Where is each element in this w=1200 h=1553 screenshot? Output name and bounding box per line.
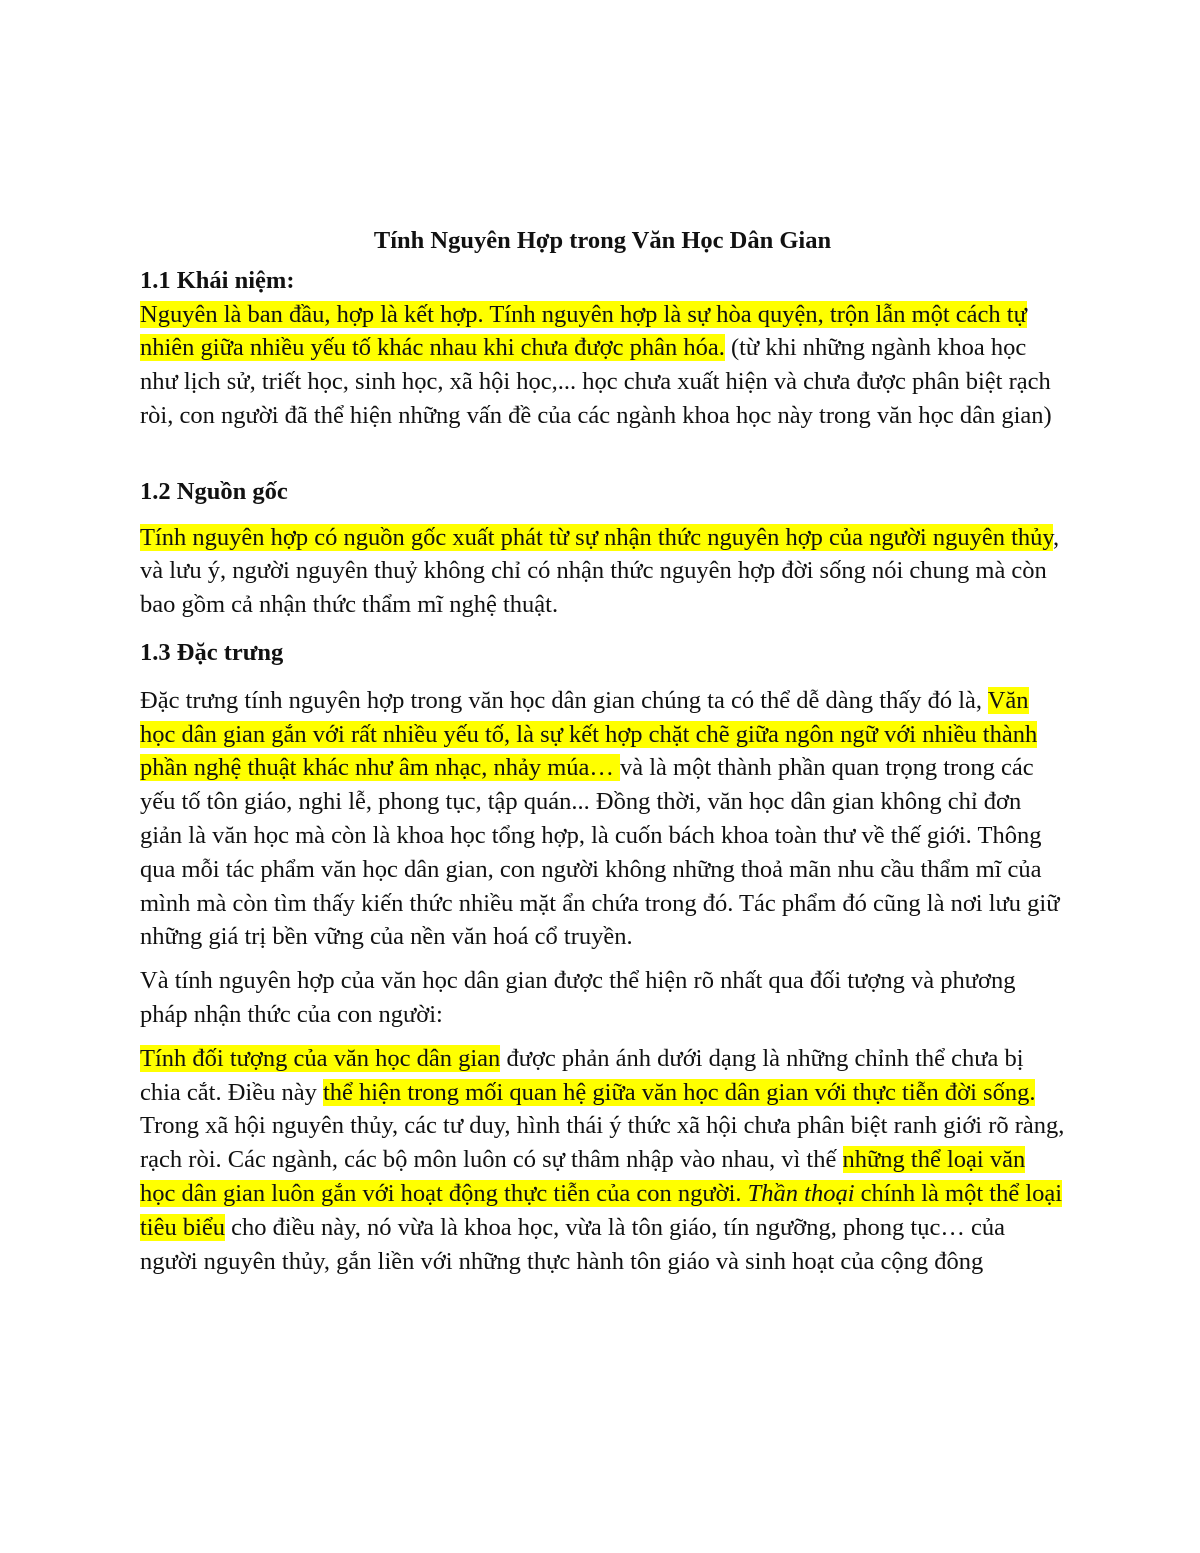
highlighted-text: chính là một thể loại tiêu biểu <box>140 1179 1063 1241</box>
document-title: Tính Nguyên Hợp trong Văn Học Dân Gian <box>373 227 832 254</box>
body-text: và là một thành phần quan trọng trong các yếu tố tôn giáo, nghi lễ, phong tục, tập quán... Đồng thời, văn học dân gian không chỉ đơn giản là văn học mà còn là khoa học tổng hợp, là cuốn bách khoa toàn thư về thế giới. Thông qua mỗi tác phẩm văn học dân gian, con người không những thoả mãn nhu cầu thẩm mĩ của mình mà còn tìm thấy kiến thức nhiều mặt ẩn chứa trong đó. Tác phẩm đó cũng là nơi lưu giữ những giá trị bền vững của nền văn hoá cổ truyền. <box>140 754 1060 951</box>
document-page <box>140 224 1065 1278</box>
highlighted-text: Văn học dân gian gắn với rất nhiều yếu tố, là sự kết hợp chặt chẽ giữa ngôn ngữ với nhiều thành phần nghệ thuật khác như âm nhạc, nhảy múa… <box>140 686 1038 782</box>
highlighted-text: thể hiện trong mối quan hệ giữa văn học dân gian với thực tiễn đời sống. <box>322 1078 1036 1106</box>
highlighted-text: Nguyên là ban đầu, hợp là kết hợp. Tính nguyên hợp là sự hòa quyện, trộn lẫn một cách tự nhiên giữa nhiều yếu tố khác nhau khi chưa được phân hóa. <box>140 300 1027 362</box>
heading-khai-niem: 1.1 Khái niệm: <box>140 266 295 294</box>
highlighted-italic-text: Thần thoại <box>747 1179 855 1207</box>
body-text: Trong xã hội nguyên thủy, các tư duy, hình thái ý thức xã hội chưa phân biệt ranh giới rõ ràng, rạch ròi. Các ngành, các bộ môn luôn có sự thâm nhập vào nhau, vì thế <box>140 1112 1065 1174</box>
highlighted-text: những thể loại văn học dân gian luôn gắn với hoạt động thực tiễn của con người. <box>140 1146 1026 1207</box>
paragraph-dac-trung-3 <box>140 1042 1065 1279</box>
body-text: , và lưu ý, người nguyên thuỷ không chỉ có nhận thức nguyên hợp đời sống nói chung mà còn bao gồm cả nhận thức thẩm mĩ nghệ thuật. <box>140 523 1060 619</box>
body-text: (từ khi những ngành khoa học như lịch sử, triết học, sinh học, xã hội học,... học chưa xuất hiện và chưa được phân biệt rạch ròi, con người đã thể hiện những vấn đề của các ngành khoa học này trong văn học dân gian) <box>140 334 1052 429</box>
highlighted-text: Tính đối tượng của văn học dân gian <box>140 1044 501 1072</box>
heading-nguon-goc: 1.2 Nguồn gốc <box>140 477 288 505</box>
paragraph-dac-trung-2: Và tính nguyên hợp của văn học dân gian được thể hiện rõ nhất qua đối tượng và phương pháp nhận thức của con người: <box>140 967 1016 1028</box>
paragraph-dac-trung-1 <box>140 684 1065 954</box>
paragraph-nguon-goc <box>140 521 1065 622</box>
body-text: được phản ánh dưới dạng là những chỉnh thể chưa bị chia cắt. Điều này <box>140 1044 1024 1106</box>
highlighted-text: Tính nguyên hợp có nguồn gốc xuất phát từ sự nhận thức nguyên hợp của người nguyên thủy <box>140 523 1054 551</box>
paragraph-khai-niem <box>140 298 1065 433</box>
heading-dac-trung: 1.3 Đặc trưng <box>140 638 284 666</box>
body-text: Đặc trưng tính nguyên hợp trong văn học dân gian chúng ta có thể dễ dàng thấy đó là, <box>140 686 988 714</box>
body-text: cho điều này, nó vừa là khoa học, vừa là tôn giáo, tín ngưỡng, phong tục… của người nguyên thủy, gắn liền với những thực hành tôn giáo và sinh hoạt của cộng đông <box>140 1213 1005 1275</box>
